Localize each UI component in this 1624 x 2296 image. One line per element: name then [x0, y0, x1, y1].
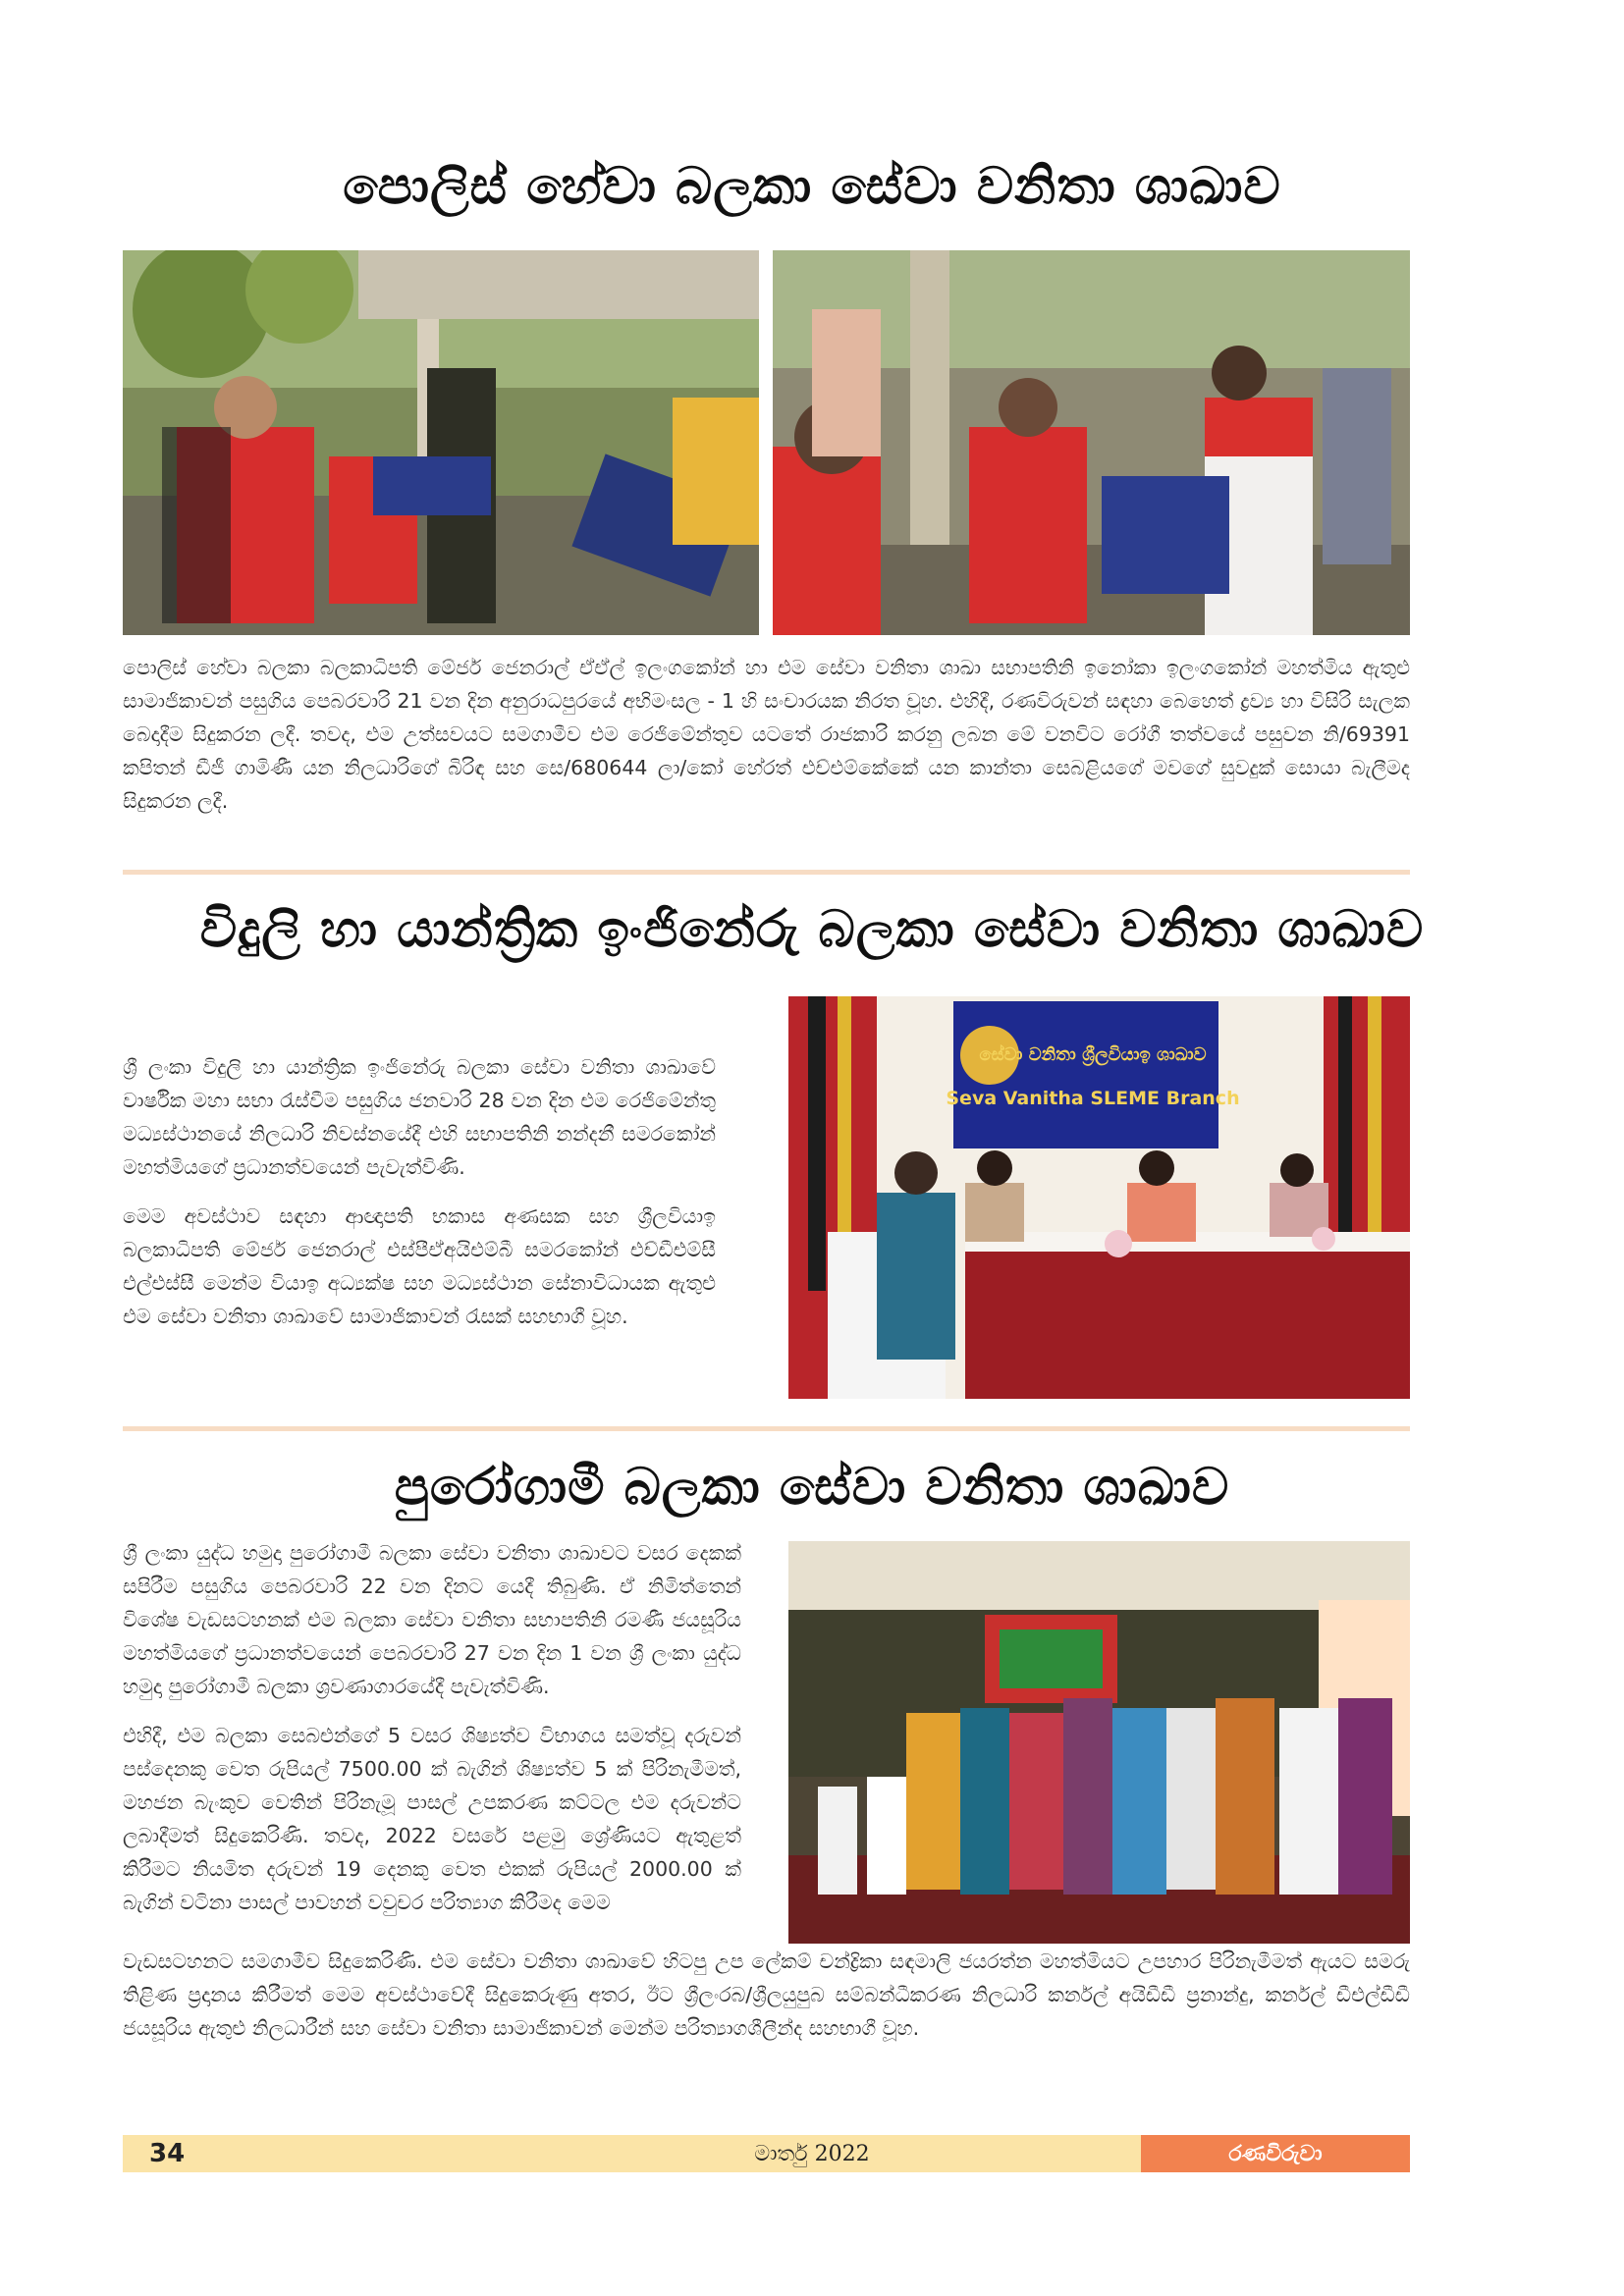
photo-police-event-left: [123, 250, 759, 635]
section2-title: විදුලි හා යාන්ත්‍රික ඉංජිනේරු බලකා සේවා වනිතා ශාඛාව: [199, 900, 1425, 959]
section-divider-1: [123, 870, 1410, 875]
banner-sinhala-text: සේවා වනිතා ශ්‍රීලවියාඉ ශාඛාව: [979, 1044, 1207, 1065]
issue-date: මාර්තු 2022: [754, 2142, 870, 2166]
section1-body: පොලිස් හේවා බලකා බලකාධිපති මේජර් ජෙනරාල් ඒඒල් ඉලංගකෝන් හා එම සේවා වනිතා ශාඛා සභාපතිනි ඉනෝකා ඉලංගකෝන් මහත්මිය ඇතුළු සාමාජිකාවන් පසුගිය පෙබරවාරි 21 වන දින අනුරාධපුරයේ අභිමංසල - 1 හි සංචාරයක නිරත වූහ. එහිදී, රණවිරුවන් සඳහා බෙහෙත් ද්‍රව්‍ය හා විසිරි සැලක බෙදාදීම සිදුකරන ලදී. තවද, එම උත්සවයට සමගාමීව එම රෙජිමේන්තුව යටතේ රාජකාරි කරනු ලබන මේ වනවිට රෝගී තත්වයේ පසුවන නි/69391 කපිතන් ඩීජී ගාමිණී යන නිලධාරිගේ බිරිඳ සහ සෙ/680644 ලා/කෝ හේරත් එච්එම්කේකේ යන කාන්තා සෙබළියගේ මවගේ සුවදුක් සොයා බැලීමද සිදුකරන ලදී.: [123, 656, 1410, 813]
section3-para2-column: එහිදී, එම බලකා සෙබළුන්ගේ 5 වසර ශිෂ්‍යත්ව විභාගය සමත්වූ දරුවන් පස්දෙනකු වෙත රුපියල් 7500.00 ක් බැගින් ශිෂ්‍යත්ව 5 ක් පිරිනැමීමත්, මහජන බැංකුව වෙතින් පිරිනැමූ පාසල් උපකරණ කට්ටල එම දරුවන්ට ලබාදීමත් සිදුකෙරිණි. තවද, 2022 වසරේ පළමු ශ්‍රේණියට ඇතුළත් කිරීමට නියමිත දරුවන් 19 දෙනකු වෙත එකක් රුපියල් 2000.00 ක් බැගින් වටිනා පාසල් පාවහන් වවුචර පරිත්‍යාග කිරීමද මෙම: [123, 1724, 741, 1914]
page-number: 34: [149, 2139, 186, 2168]
section3-column-body: [123, 1536, 741, 1935]
section2-para2: මෙම අවස්ථාව සඳහා ආඥාපති භකාස අණසක සහ ශ්‍රීලවියාඉ බලකාධිපති මේජර් ජෙනරාල් එස්පීඒඅයිඑම්බී සමරකෝන් එච්ඩීඑම්සී එල්එස්සී මෙන්ම වියාඉ අධ්‍යක්ෂ සහ මධ්‍යස්ථාන සේනාවිධායක ඇතුළු එම සේවා වනිතා ශාඛාවේ සාමාජිකාවන් රැසක් සහභාගී වූහ.: [123, 1204, 716, 1328]
photo-pioneer-group: [788, 1541, 1410, 1944]
section3-full-body: වැඩසටහනට සමගාමීව සිදුකෙරිණි. එම සේවා වනිතා ශාඛාවේ හිටපු උප ලේකම් චන්ද්‍රිකා සඳමාලි ජයරත්න මහත්මියට උපහාර පිරිනැමීමත් ඇයට සමරු තිළිණ ප්‍රදානය කිරීමත් මෙම අවස්ථාවේදී සිදුකෙරුණු අතර, ඊට ශ්‍රීලංරබ/ශ්‍රීලයුපුබ සම්බන්ධීකරණ නිලධාරි කර්නල් අයිඩීඩී ප්‍රනාන්දු, කර්නල් ඩීඑල්ඩීඩී ජයසූරිය ඇතුළු නිලධාරීන් සහ සේවා වනිතා සාමාජිකාවන් මෙන්ම පරිත්‍යාගශීලීන්ද සහභාගී වූහ.: [123, 1949, 1410, 2040]
section-divider-2: [123, 1426, 1410, 1431]
section1-title: පොලිස් හේවා බලකා සේවා වනිතා ශාඛාව: [343, 157, 1281, 216]
section2-body: [123, 1050, 716, 1349]
magazine-name: රණවිරුවා: [1228, 2142, 1323, 2166]
photo-sleme-meeting: [788, 996, 1410, 1399]
section3-title: පුරෝගාමී බලකා සේවා වනිතා ශාඛාව: [394, 1458, 1230, 1517]
photo-police-event-right: [773, 250, 1410, 635]
section3-para1: ශ්‍රී ලංකා යුද්ධ හමුදා පුරෝගාමී බලකා සේවා වනිතා ශාඛාවට වසර දෙකක් සපිරීම පසුගිය පෙබරවාරි 22 වන දිනට යෙදී තිබුණි. ඒ නිමිත්තෙන් විශේෂ වැඩසටහනක් එම බලකා සේවා වනිතා සභාපතිනි රමණී ජයසූරිය මහත්මියගේ ප්‍රධානත්වයෙන් පෙබරවාරි 27 වන දින 1 වන ශ්‍රී ලංකා යුද්ධ හමුදා පුරෝගාමී බලකා ශ්‍රවණාගාරයේදී පැවැත්විණි.: [123, 1541, 741, 1698]
banner-english-text: Seva Vanitha SLEME Branch: [946, 1088, 1240, 1109]
section2-para1: ශ්‍රී ලංකා විදුලි හා යාන්ත්‍රික ඉංජිනේරු බලකා සේවා වනිතා ශාඛාවේ වාර්ෂික මහා සභා රැස්වීම පසුගිය ජනවාරි 28 වන දින එම රෙජිමේන්තු මධ්‍යස්ථානයේ නිලධාරි නිවස්නයේදී එහි සභාපතිනි නන්දනී සමරකෝන් මහත්මියගේ ප්‍රධානත්වයෙන් පැවැත්විණි.: [123, 1055, 716, 1179]
